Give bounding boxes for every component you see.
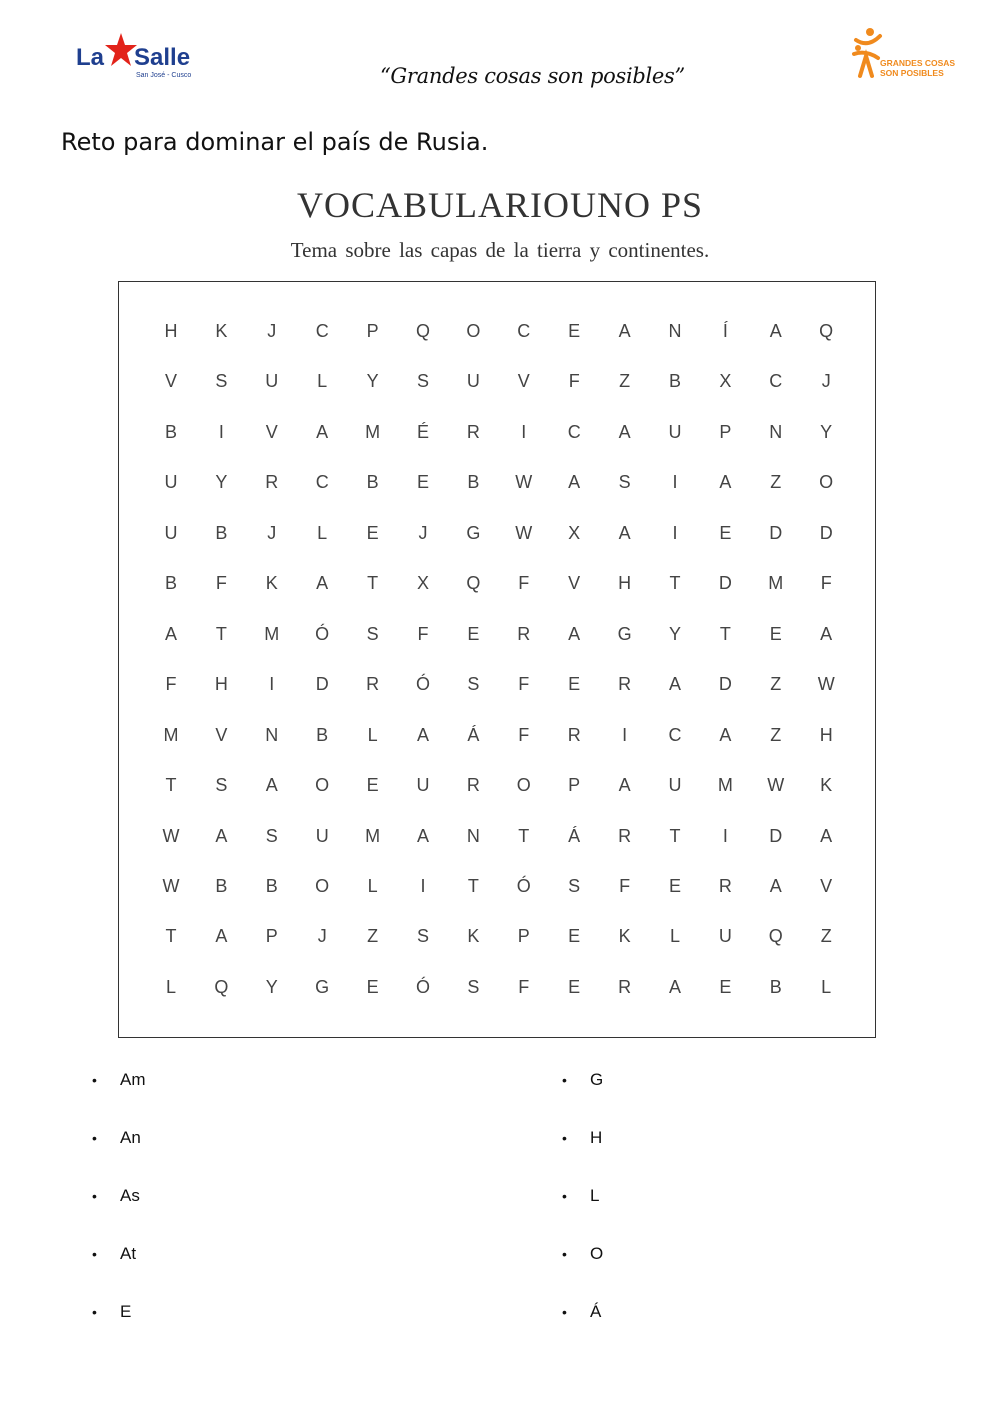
grid-letter[interactable]: A <box>618 522 631 543</box>
grid-letter[interactable]: N <box>466 825 480 846</box>
vocab-title: VOCABULARIOUNO PS <box>296 185 704 225</box>
grid-letter[interactable]: D <box>819 522 833 543</box>
grid-letter[interactable]: F <box>619 875 631 896</box>
grid-letter[interactable]: T <box>669 825 681 846</box>
grid-letter[interactable]: W <box>162 875 180 896</box>
grid-letter[interactable]: Q <box>768 926 783 947</box>
logo-right-line2: SON POSIBLES <box>880 68 944 78</box>
challenge-heading: Reto para dominar el país de Rusia. <box>61 128 489 156</box>
grid-letter[interactable]: F <box>165 674 177 695</box>
grid-letter[interactable]: Y <box>265 976 278 997</box>
grid-letter[interactable]: K <box>467 926 480 947</box>
grid-letter[interactable]: M <box>717 775 733 796</box>
grid-letter[interactable]: S <box>618 472 631 493</box>
grid-letter[interactable]: R <box>366 674 380 695</box>
word-search-grid <box>118 281 876 1038</box>
bullet-icon: • <box>92 1072 97 1088</box>
grid-letter[interactable]: Ó <box>516 875 531 896</box>
grid-letter[interactable]: Á <box>568 825 581 846</box>
grid-letter[interactable]: N <box>769 421 783 442</box>
grid-letter[interactable]: W <box>817 674 835 695</box>
grid-letter[interactable]: P <box>366 321 379 341</box>
grid-letter[interactable]: V <box>568 573 581 594</box>
grid-letter[interactable]: U <box>315 825 329 846</box>
bullet-icon: • <box>92 1130 97 1146</box>
grid-letter[interactable]: B <box>467 472 480 493</box>
grid-letter[interactable]: C <box>315 472 329 493</box>
grid-letter[interactable]: A <box>668 976 681 997</box>
grid-letter[interactable]: F <box>518 674 530 695</box>
grid-letter[interactable]: I <box>420 875 426 896</box>
grid-letter[interactable]: D <box>769 825 783 846</box>
grid-letter[interactable]: F <box>518 724 530 745</box>
grid-letter[interactable]: Q <box>415 321 430 341</box>
grid-letter[interactable]: R <box>618 674 632 695</box>
grid-letter[interactable]: M <box>163 724 179 745</box>
logo-subtitle: San José - Cusco <box>136 72 192 79</box>
grid-letter[interactable]: A <box>618 775 631 796</box>
grid-letter[interactable]: T <box>215 623 227 644</box>
grid-letter[interactable]: F <box>820 573 832 594</box>
grid-letter[interactable]: E <box>366 976 379 997</box>
grid-letter[interactable]: S <box>366 623 379 644</box>
grid-letter[interactable]: S <box>416 371 429 392</box>
grid-letter[interactable]: B <box>366 472 379 493</box>
grid-letter[interactable]: K <box>265 573 278 594</box>
grid-letter[interactable]: E <box>366 775 379 796</box>
grid-letter[interactable]: E <box>769 623 782 644</box>
grid-letter[interactable]: W <box>162 825 180 846</box>
grid-letter[interactable]: A <box>316 573 329 594</box>
grandes-cosas-logo <box>850 26 960 82</box>
grid-letter[interactable]: K <box>215 321 228 341</box>
grid-letter[interactable]: I <box>218 421 224 442</box>
grid-letter[interactable]: L <box>317 522 328 543</box>
grid-letter[interactable]: Y <box>820 421 833 442</box>
grid-letter[interactable]: A <box>719 724 732 745</box>
grid-letter[interactable]: A <box>769 321 782 341</box>
grid-letter[interactable]: A <box>568 623 581 644</box>
grid-letter[interactable]: V <box>265 421 278 442</box>
grid-letter[interactable]: H <box>618 573 632 594</box>
bullet-icon: • <box>92 1188 97 1204</box>
grid-letter[interactable]: T <box>719 623 731 644</box>
grid-letter[interactable]: F <box>518 573 530 594</box>
grid-letter[interactable]: R <box>265 472 279 493</box>
grid-letter[interactable]: A <box>265 775 278 796</box>
grid-letter[interactable]: A <box>618 321 631 341</box>
grid-letter[interactable]: M <box>365 825 381 846</box>
logo-right-text <box>880 58 955 78</box>
grid-letter[interactable]: A <box>820 623 833 644</box>
grid-letter[interactable]: A <box>316 421 329 442</box>
grid-letter[interactable]: I <box>521 421 527 442</box>
grid-letter[interactable]: S <box>265 825 278 846</box>
grid-letter[interactable]: D <box>769 522 783 543</box>
grid-letter[interactable]: I <box>722 825 728 846</box>
grid-letter[interactable]: L <box>317 371 328 392</box>
la-salle-logo <box>76 36 206 86</box>
grid-letter[interactable]: Z <box>770 472 782 493</box>
grid-letter[interactable]: A <box>568 472 581 493</box>
grid-letter[interactable]: Z <box>820 926 832 947</box>
grid-letter[interactable]: Z <box>770 674 782 695</box>
bullet-icon: • <box>562 1188 567 1204</box>
grid-letter[interactable]: G <box>466 522 481 543</box>
grid-letter[interactable]: A <box>416 825 429 846</box>
grid-letter[interactable]: B <box>215 875 228 896</box>
grid-letter[interactable]: E <box>568 976 581 997</box>
grid-letter[interactable]: A <box>416 724 429 745</box>
grid-letter[interactable]: R <box>567 724 581 745</box>
grid-letter[interactable]: Z <box>770 724 782 745</box>
grid-letter[interactable]: O <box>466 321 481 341</box>
grid-letter[interactable]: T <box>518 825 530 846</box>
grid-letter[interactable]: U <box>718 926 732 947</box>
grid-letter[interactable]: C <box>567 421 581 442</box>
logo-text-la: La <box>76 44 105 71</box>
grid-letter[interactable]: A <box>215 825 228 846</box>
grid-letter[interactable]: O <box>819 472 834 493</box>
logo-right-line1: GRANDES COSAS <box>880 58 956 68</box>
word-clue: L <box>590 1186 600 1205</box>
grid-letter[interactable]: N <box>668 321 682 341</box>
grid-letter[interactable]: V <box>820 875 833 896</box>
grid-letter[interactable]: Z <box>367 926 379 947</box>
vocab-subtitle: Tema sobre las capas de la tierra y continentes. <box>290 238 710 262</box>
grid-letter[interactable]: E <box>668 875 681 896</box>
grid-letter[interactable]: X <box>568 522 581 543</box>
grid-letter[interactable]: F <box>518 976 530 997</box>
grid-letter[interactable]: A <box>769 875 782 896</box>
grid-letter[interactable]: L <box>165 976 176 997</box>
grid-letter[interactable]: I <box>269 674 275 695</box>
grid-letter[interactable]: F <box>417 623 429 644</box>
grid-letter[interactable]: D <box>718 674 732 695</box>
motto: “Grandes cosas son posibles” <box>380 64 685 88</box>
grid-letter[interactable]: A <box>215 926 228 947</box>
grid-letter[interactable]: M <box>768 573 784 594</box>
grid-letter[interactable]: E <box>719 522 732 543</box>
bullet-icon: • <box>562 1130 567 1146</box>
word-clue: An <box>120 1128 141 1147</box>
grid-letter[interactable]: L <box>669 926 680 947</box>
grid-letter[interactable]: Ó <box>415 976 430 997</box>
word-clue: H <box>590 1128 603 1147</box>
grid-letter[interactable]: B <box>769 976 782 997</box>
word-clue: Á <box>590 1302 602 1321</box>
grid-letter[interactable]: B <box>668 371 681 392</box>
grid-letter[interactable]: P <box>517 926 530 947</box>
bullet-icon: • <box>562 1246 567 1262</box>
people-figure-icon <box>850 26 884 87</box>
grid-letter[interactable]: V <box>215 724 228 745</box>
word-clue: G <box>590 1070 604 1089</box>
grid-letter[interactable]: L <box>367 875 378 896</box>
grid-letter[interactable]: C <box>315 321 329 341</box>
grid-letter[interactable]: H <box>819 724 833 745</box>
bullet-icon: • <box>562 1072 567 1088</box>
grid-letter[interactable]: B <box>164 421 177 442</box>
grid-letter[interactable]: W <box>515 522 533 543</box>
grid-letter[interactable]: M <box>264 623 280 644</box>
grid-letter[interactable]: D <box>718 573 732 594</box>
grid-letter[interactable]: A <box>668 674 681 695</box>
grid-letter[interactable]: F <box>215 573 227 594</box>
grid-letter[interactable]: Q <box>819 321 834 341</box>
grid-letter[interactable]: T <box>467 875 479 896</box>
bullet-icon: • <box>92 1246 97 1262</box>
grid-letter[interactable]: H <box>214 674 228 695</box>
word-clue: Am <box>120 1070 146 1089</box>
grid-letter[interactable]: E <box>719 976 732 997</box>
bullet-icon: • <box>562 1304 567 1320</box>
grid-letter[interactable]: O <box>315 875 330 896</box>
grid-letter[interactable]: Ó <box>415 674 430 695</box>
grid-letter[interactable]: I <box>622 724 628 745</box>
grid-letter[interactable]: X <box>719 371 732 392</box>
grid-letter[interactable]: I <box>672 472 678 493</box>
grid-letter[interactable]: Z <box>619 371 631 392</box>
grid-letter[interactable]: J <box>418 522 428 543</box>
grid-letter[interactable]: T <box>165 775 177 796</box>
grid-letter[interactable]: A <box>164 623 177 644</box>
grid-letter[interactable]: F <box>568 371 580 392</box>
grid-letter[interactable]: I <box>672 522 678 543</box>
grid-letter[interactable]: U <box>265 371 279 392</box>
grid-letter[interactable]: P <box>568 775 581 796</box>
word-clue: O <box>590 1244 604 1263</box>
grid-letter[interactable]: W <box>515 472 533 493</box>
grid-letter[interactable]: É <box>416 421 429 442</box>
grid-letter[interactable]: E <box>416 472 429 493</box>
grid-letter[interactable]: M <box>365 421 381 442</box>
grid-letter[interactable]: E <box>366 522 379 543</box>
grid-letter[interactable]: U <box>466 371 480 392</box>
grid-letter[interactable]: V <box>164 371 177 392</box>
grid-letter[interactable]: R <box>718 875 732 896</box>
word-clue: At <box>120 1244 137 1263</box>
grid-letter[interactable]: W <box>767 775 785 796</box>
grid-letter[interactable]: Í <box>722 321 728 341</box>
grid-letter[interactable]: G <box>617 623 632 644</box>
grid-letter[interactable]: P <box>719 421 732 442</box>
grid-letter[interactable]: Ó <box>315 623 330 644</box>
word-clue: As <box>120 1186 140 1205</box>
grid-letter[interactable]: Y <box>215 472 228 493</box>
grid-letter[interactable]: K <box>820 775 833 796</box>
grid-letter[interactable]: R <box>466 775 480 796</box>
grid-letter[interactable]: L <box>367 724 378 745</box>
grid-letter[interactable]: U <box>416 775 430 796</box>
grid-letter[interactable]: R <box>517 623 531 644</box>
star-icon <box>104 32 138 73</box>
grid-letter[interactable]: T <box>165 926 177 947</box>
grid-letter[interactable]: G <box>315 976 330 997</box>
grid-letter[interactable]: N <box>265 724 279 745</box>
grid-letter[interactable]: Á <box>467 724 480 745</box>
grid-letter[interactable]: V <box>517 371 530 392</box>
grid-letter[interactable]: S <box>467 976 480 997</box>
grid-letter[interactable]: S <box>568 875 581 896</box>
grid-letter[interactable]: U <box>164 472 178 493</box>
grid-letter[interactable]: A <box>820 825 833 846</box>
grid-letter[interactable]: S <box>215 775 228 796</box>
bullet-icon: • <box>92 1304 97 1320</box>
grid-letter[interactable]: R <box>618 976 632 997</box>
grid-letter[interactable]: E <box>568 926 581 947</box>
grid-letter[interactable]: X <box>416 573 429 594</box>
grid-letter[interactable]: B <box>215 522 228 543</box>
grid-letter[interactable]: C <box>769 371 783 392</box>
grid-letter[interactable]: Q <box>466 573 481 594</box>
grid-letter[interactable]: K <box>618 926 631 947</box>
grid-letter[interactable]: T <box>367 573 379 594</box>
grid-letter[interactable]: D <box>315 674 329 695</box>
grid-letter[interactable]: L <box>821 976 832 997</box>
grid-letter[interactable]: R <box>466 421 480 442</box>
grid-letter[interactable]: S <box>215 371 228 392</box>
grid-letter[interactable]: U <box>668 775 682 796</box>
grid-letter[interactable]: U <box>668 421 682 442</box>
grid-letter[interactable]: U <box>164 522 178 543</box>
grid-letter[interactable]: B <box>164 573 177 594</box>
grid-letter[interactable]: C <box>517 321 531 341</box>
grid-letter[interactable]: J <box>267 321 277 341</box>
grid-letter[interactable]: R <box>618 825 632 846</box>
grid-letter[interactable]: E <box>568 674 581 695</box>
grid-letter[interactable]: S <box>416 926 429 947</box>
grid-letter[interactable]: S <box>467 674 480 695</box>
grid-letter[interactable]: J <box>821 371 831 392</box>
logo-text-salle: Salle <box>134 44 191 71</box>
grid-letter[interactable]: C <box>668 724 682 745</box>
grid-letter[interactable]: B <box>316 724 329 745</box>
grid-letter[interactable]: B <box>265 875 278 896</box>
grid-letter[interactable]: O <box>315 775 330 796</box>
grid-letter[interactable]: J <box>267 522 277 543</box>
grid-letter[interactable]: E <box>568 321 581 341</box>
grid-letter[interactable]: O <box>516 775 531 796</box>
grid-letter[interactable]: H <box>164 321 178 341</box>
grid-letter[interactable]: Q <box>214 976 229 997</box>
grid-letter[interactable]: E <box>467 623 480 644</box>
grid-letter[interactable]: A <box>618 421 631 442</box>
grid-letter[interactable]: Y <box>366 371 379 392</box>
word-clue: E <box>120 1302 132 1321</box>
grid-letter[interactable]: A <box>719 472 732 493</box>
grid-letter[interactable]: T <box>669 573 681 594</box>
grid-letter[interactable]: P <box>265 926 278 947</box>
grid-letter[interactable]: J <box>317 926 327 947</box>
grid-letter[interactable]: Y <box>668 623 681 644</box>
